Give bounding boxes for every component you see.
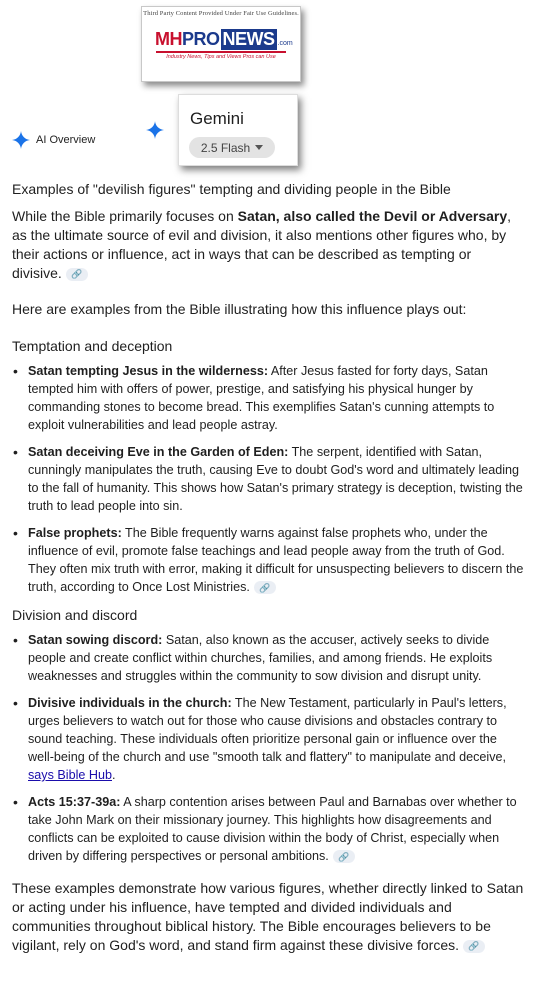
item-title: Divisive individuals in the church: [28,696,232,710]
item-text: Satan, also known as the accuser, actively seeks to divide people and create conflict within churches, families, and among friends. He exploits weaknesses and struggles within the community to sow division and disrupt unity. [28,633,493,683]
intro-paragraph [12,207,524,283]
link-icon[interactable]: 🔗 [333,850,355,863]
list-item [28,631,524,685]
item-text: The New Testament, particularly in Paul's letters, urges believers to watch out for those who cause divisions and obstacles contrary to sound teaching. These individuals often prioritize personal gain or influence over the well-being of the church and use "smooth talk and flattery" to manipulate and deceive, [28,696,507,764]
logo-tagline: Industry News, Tips and Views Pros can Use [166,54,276,60]
overview-title: Examples of "devilish figures" tempting and dividing people in the Bible [12,181,451,197]
list-item [28,362,524,434]
ai-overview-label: AI Overview [36,134,96,146]
gemini-model-card [178,94,298,166]
list-item [28,524,524,596]
logo-news: NEWS [222,28,275,49]
item-text: A sharp contention arises between Paul and Barnabas over whether to take John Mark on their missionary journey. This highlights how disagreements and conflicts can be exploited to cause division within the body of Christ, especially when driven by differing perspectives or personal ambitions. [28,795,517,863]
logo-tld: .com [277,39,293,47]
intro-text-1: While the Bible primarily focuses on [12,208,238,224]
item-text: The Bible frequently warns against false prophets who, under the influence of evil, promote false teachings and lead people away from the truth of God. They often mix truth with error, making it difficult for unsuspecting believers to discern the truth, according to Once Lost Ministries. [28,526,524,594]
intro-text-2: , as the ultimate source of evil and division, it also mentions other figures who, by their actions or influence, act in ways that can be described as tempting or divisive. [12,208,512,281]
list-item [28,793,524,865]
item-title: Satan sowing discord: [28,633,163,647]
link-icon[interactable]: 🔗 [254,581,276,594]
model-selector[interactable] [189,137,275,158]
mhpronews-logo [141,6,301,82]
item-text: After Jesus fasted for forty days, Satan tempted him with offers of power, prestige, and satisfying his physical hunger by commanding stones to become bread. This exemplifies Satan's cunning attempts to exploit vulnerabilities and lead people astray. [28,364,495,432]
conclusion-text: These examples demonstrate how various figures, whether directly linked to Satan or acting under his influence, have tempted and divided individuals and communities throughout biblical history. The Bible encourages believers to be vigilant, rely on God's word, and stand firm against these divisive forces. [12,880,524,953]
conclusion-paragraph [12,879,524,955]
ai-overview-content [12,180,524,955]
sparkle-icon [12,131,30,149]
section-title-temptation: Temptation and deception [12,338,173,354]
logo-wordmark [155,29,293,49]
gemini-sparkle-icon [146,121,164,139]
fair-use-caption: Third Party Content Provided Under Fair Use Guidelines. [143,10,299,17]
item-title: Satan deceiving Eve in the Garden of Eden: [28,445,289,459]
item-title: Satan tempting Jesus in the wilderness: [28,364,269,378]
link-icon[interactable]: 🔗 [66,268,88,281]
list-item [28,443,524,515]
logo-divider [156,51,286,53]
temptation-list [12,362,524,596]
item-title: False prophets: [28,526,122,540]
logo-pro: PRO [182,28,220,49]
bible-hub-link[interactable]: says Bible Hub [28,768,112,782]
section-title-division: Division and discord [12,607,138,623]
lead-paragraph: Here are examples from the Bible illustrating how this influence plays out: [12,301,467,317]
model-label: 2.5 Flash [200,140,251,155]
item-title: Acts 15:37-39a: [28,795,121,809]
caret-down-icon [255,145,263,150]
link-icon[interactable]: 🔗 [463,940,485,953]
intro-bold: Satan, also called the Devil or Adversary [237,208,508,224]
list-item [28,694,524,784]
gemini-title: Gemini [190,109,244,128]
item-text-end: . [112,768,116,782]
division-list [12,631,524,865]
item-text: The serpent, identified with Satan, cunningly manipulates the truth, causing Eve to doubt God's word and ultimately leading to the fall of humanity. This shows how Satan's primary strategy is deception, twisting the truth to lead people into sin. [28,445,523,513]
ai-overview-header [12,131,95,149]
logo-mh: MH [155,28,182,49]
